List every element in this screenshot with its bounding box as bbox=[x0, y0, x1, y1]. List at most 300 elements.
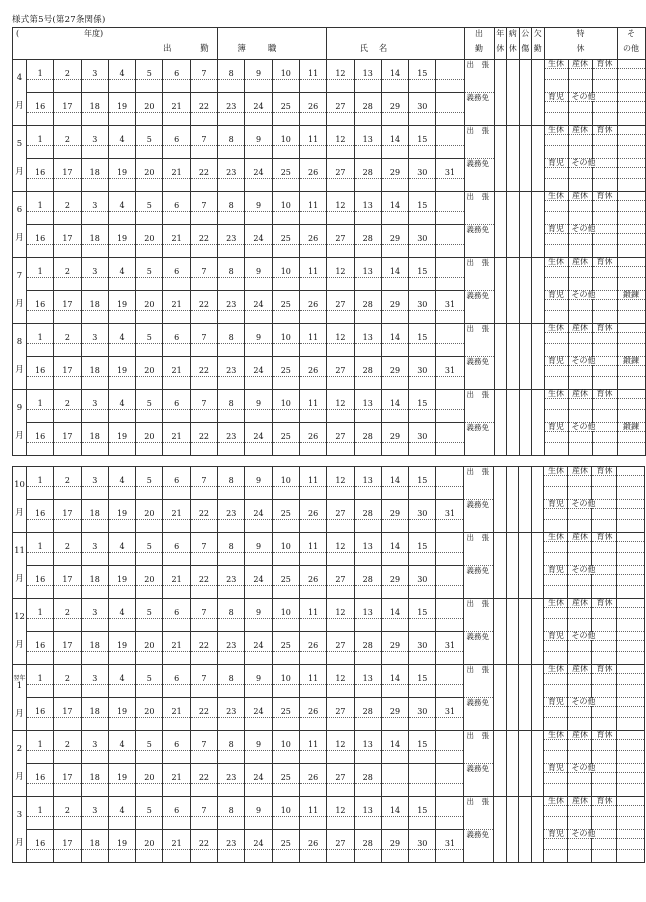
day-entry bbox=[327, 377, 354, 390]
month-kanji: 月 bbox=[15, 100, 24, 111]
leave-count-cell bbox=[494, 467, 507, 533]
day-number: 31 bbox=[436, 366, 464, 377]
day-cell bbox=[409, 467, 436, 476]
day-entry bbox=[54, 311, 81, 324]
leave-count-cell bbox=[507, 60, 520, 126]
day-entry bbox=[54, 520, 81, 533]
special-leave-entry bbox=[544, 839, 568, 850]
day-number: 5 bbox=[136, 542, 163, 553]
leave-count-cell bbox=[506, 599, 519, 665]
day-entry bbox=[108, 245, 135, 258]
day-cell bbox=[136, 698, 163, 707]
day-number: 19 bbox=[108, 509, 135, 520]
day-cell bbox=[54, 258, 81, 267]
day-entry bbox=[327, 212, 354, 225]
bereavement-label: 鍛錬 bbox=[617, 291, 645, 300]
day-number: 5 bbox=[136, 267, 163, 278]
special-leave-entry bbox=[544, 377, 568, 390]
business-trip-label: 出 張 bbox=[464, 60, 494, 69]
duty-entry bbox=[464, 443, 494, 456]
day-cell bbox=[327, 192, 354, 201]
day-entry bbox=[409, 377, 436, 390]
header-trip-bottom: 勤 bbox=[464, 40, 494, 60]
day-entry bbox=[436, 487, 464, 500]
day-entry bbox=[218, 850, 245, 863]
day-cell bbox=[436, 500, 464, 509]
day-number: 5 bbox=[136, 674, 163, 685]
day-number: 7 bbox=[190, 135, 217, 146]
day-entry bbox=[436, 410, 464, 423]
special-leave-entry bbox=[568, 245, 592, 258]
leave-count-cell bbox=[494, 665, 507, 731]
day-cell bbox=[27, 632, 54, 641]
day-cell bbox=[81, 698, 108, 707]
day-cell bbox=[245, 764, 272, 773]
day-cell bbox=[136, 797, 163, 806]
day-entry bbox=[299, 520, 326, 533]
day-number: 11 bbox=[299, 135, 326, 146]
day-cell bbox=[245, 797, 272, 806]
header-absence-bottom: 勤 bbox=[532, 40, 545, 60]
leave-count-cell bbox=[494, 599, 507, 665]
day-entry bbox=[245, 850, 272, 863]
day-number: 2 bbox=[54, 267, 81, 278]
special-leave-label: 生休 bbox=[544, 599, 568, 608]
day-cell bbox=[245, 93, 272, 102]
day-cell bbox=[327, 632, 354, 641]
other-entry bbox=[617, 784, 645, 797]
day-cell bbox=[327, 533, 354, 542]
other-entry bbox=[617, 146, 645, 159]
day-cell bbox=[436, 159, 464, 168]
day-entry bbox=[381, 520, 408, 533]
day-entry bbox=[218, 311, 245, 324]
day-entry bbox=[327, 784, 354, 797]
day-cell bbox=[436, 60, 464, 69]
day-entry bbox=[381, 113, 408, 126]
special-leave-entry bbox=[568, 201, 592, 212]
special-leave-entry bbox=[544, 806, 568, 817]
day-entry bbox=[136, 377, 163, 390]
day-cell bbox=[272, 599, 299, 608]
day-entry bbox=[245, 520, 272, 533]
day-cell bbox=[354, 225, 381, 234]
duty-entry bbox=[464, 366, 494, 377]
day-entry bbox=[190, 718, 217, 731]
leave-count-cell bbox=[519, 797, 532, 863]
other-entry bbox=[617, 212, 645, 225]
day-cell bbox=[108, 159, 135, 168]
business-trip-label: 出 張 bbox=[464, 258, 494, 267]
day-cell bbox=[272, 830, 299, 839]
day-cell bbox=[299, 390, 326, 399]
day-number: 18 bbox=[81, 707, 108, 718]
day-cell bbox=[108, 192, 135, 201]
other-entry bbox=[617, 113, 645, 126]
day-entry bbox=[136, 311, 163, 324]
trip-entry bbox=[464, 685, 494, 698]
day-cell bbox=[354, 632, 381, 641]
day-cell bbox=[218, 324, 245, 333]
day-number: 30 bbox=[409, 102, 436, 113]
day-number: 26 bbox=[299, 234, 326, 245]
day-cell bbox=[218, 192, 245, 201]
day-cell bbox=[381, 773, 408, 784]
day-number: 26 bbox=[299, 102, 326, 113]
day-number: 27 bbox=[327, 575, 354, 586]
day-cell bbox=[245, 698, 272, 707]
day-cell bbox=[27, 93, 54, 102]
special-leave-label: 生休 bbox=[544, 258, 568, 267]
day-entry bbox=[54, 146, 81, 159]
day-entry bbox=[327, 586, 354, 599]
day-cell bbox=[163, 324, 190, 333]
day-number: 29 bbox=[381, 234, 408, 245]
special-leave-label: 生休 bbox=[544, 797, 568, 806]
leave-count-cell bbox=[494, 192, 507, 258]
day-entry bbox=[136, 718, 163, 731]
leave-count-cell bbox=[494, 533, 507, 599]
year-label: 年度) bbox=[83, 28, 104, 38]
header-other-top: そ bbox=[617, 28, 645, 40]
day-cell bbox=[218, 764, 245, 773]
day-number: 20 bbox=[136, 641, 163, 652]
special-leave-label: その他 bbox=[568, 357, 617, 366]
day-entry bbox=[27, 311, 54, 324]
day-entry bbox=[81, 377, 108, 390]
day-cell bbox=[245, 60, 272, 69]
day-number: 12 bbox=[327, 399, 354, 410]
day-cell bbox=[27, 467, 54, 476]
other-cell bbox=[617, 731, 645, 740]
day-cell bbox=[81, 390, 108, 399]
day-cell bbox=[163, 599, 190, 608]
day-number: 6 bbox=[163, 135, 190, 146]
day-number: 13 bbox=[354, 806, 381, 817]
header-special-top: 特 bbox=[544, 28, 617, 40]
day-entry bbox=[245, 784, 272, 797]
day-entry bbox=[218, 487, 245, 500]
day-entry bbox=[163, 652, 190, 665]
day-cell bbox=[354, 390, 381, 399]
day-entry bbox=[81, 784, 108, 797]
day-number: 8 bbox=[218, 399, 245, 410]
day-cell bbox=[218, 797, 245, 806]
name-label-cell bbox=[327, 40, 464, 60]
day-entry bbox=[218, 751, 245, 764]
day-number: 7 bbox=[190, 476, 217, 487]
day-entry bbox=[136, 817, 163, 830]
special-leave-entry bbox=[592, 146, 617, 159]
day-number: 1 bbox=[27, 476, 54, 487]
special-leave-entry bbox=[568, 487, 592, 500]
special-leave-entry bbox=[568, 476, 592, 487]
day-number: 20 bbox=[136, 839, 163, 850]
day-cell bbox=[299, 533, 326, 542]
day-entry bbox=[81, 553, 108, 566]
day-entry bbox=[190, 817, 217, 830]
day-cell bbox=[299, 500, 326, 509]
trip-entry bbox=[464, 399, 494, 410]
day-entry bbox=[108, 410, 135, 423]
day-entry bbox=[327, 113, 354, 126]
month-cell bbox=[13, 192, 27, 258]
duty-entry bbox=[464, 773, 494, 784]
day-number: 8 bbox=[218, 806, 245, 817]
header-absence-top: 欠 bbox=[532, 28, 545, 40]
business-trip-label: 出 張 bbox=[464, 126, 494, 135]
day-number: 3 bbox=[81, 69, 108, 80]
other-entry bbox=[617, 740, 645, 751]
day-cell bbox=[436, 731, 464, 740]
day-entry bbox=[299, 212, 326, 225]
day-entry bbox=[136, 619, 163, 632]
paren-open: ( bbox=[16, 28, 20, 38]
day-number: 13 bbox=[354, 135, 381, 146]
day-number: 9 bbox=[245, 674, 272, 685]
day-cell bbox=[163, 357, 190, 366]
day-cell bbox=[81, 632, 108, 641]
day-cell bbox=[190, 192, 217, 201]
day-entry bbox=[381, 718, 408, 731]
day-number: 29 bbox=[381, 839, 408, 850]
special-leave-label: その他 bbox=[568, 225, 617, 234]
day-cell bbox=[218, 731, 245, 740]
leave-count-cell bbox=[494, 390, 507, 456]
day-entry bbox=[218, 553, 245, 566]
day-entry bbox=[327, 410, 354, 423]
special-leave-label: 育休 bbox=[592, 258, 617, 267]
other-entry bbox=[617, 542, 645, 553]
day-number: 24 bbox=[245, 102, 272, 113]
special-leave-entry bbox=[568, 509, 592, 520]
special-leave-entry bbox=[592, 278, 617, 291]
day-entry bbox=[245, 113, 272, 126]
day-number: 6 bbox=[163, 542, 190, 553]
day-entry bbox=[245, 377, 272, 390]
day-number: 23 bbox=[218, 102, 245, 113]
day-cell bbox=[409, 599, 436, 608]
day-entry bbox=[354, 344, 381, 357]
day-cell bbox=[245, 159, 272, 168]
day-number: 21 bbox=[163, 839, 190, 850]
special-leave-entry bbox=[544, 751, 568, 764]
day-entry bbox=[245, 751, 272, 764]
special-leave-entry bbox=[592, 212, 617, 225]
day-cell bbox=[327, 291, 354, 300]
day-entry bbox=[381, 553, 408, 566]
day-cell bbox=[190, 93, 217, 102]
day-cell bbox=[436, 423, 464, 432]
day-entry bbox=[190, 553, 217, 566]
day-number: 8 bbox=[218, 201, 245, 212]
day-entry bbox=[163, 685, 190, 698]
day-number: 9 bbox=[245, 542, 272, 553]
day-entry bbox=[190, 652, 217, 665]
special-leave-label: 産休 bbox=[568, 390, 592, 399]
day-entry bbox=[27, 685, 54, 698]
attendance-book-title: 出 勤 簿 bbox=[163, 44, 259, 54]
trip-entry bbox=[464, 487, 494, 500]
business-trip-label: 出 張 bbox=[464, 797, 494, 806]
day-entry bbox=[54, 377, 81, 390]
day-entry bbox=[163, 817, 190, 830]
day-entry bbox=[218, 344, 245, 357]
day-cell bbox=[409, 773, 436, 784]
day-number: 1 bbox=[27, 333, 54, 344]
day-entry bbox=[54, 344, 81, 357]
day-number: 20 bbox=[136, 366, 163, 377]
month-number: 1 bbox=[16, 681, 23, 692]
special-leave-entry bbox=[544, 69, 568, 80]
month-number: 3 bbox=[16, 809, 23, 820]
other-entry bbox=[617, 245, 645, 258]
day-entry bbox=[299, 817, 326, 830]
special-leave-entry bbox=[568, 839, 592, 850]
day-cell bbox=[136, 423, 163, 432]
day-number: 21 bbox=[163, 366, 190, 377]
day-number: 24 bbox=[245, 168, 272, 179]
day-cell bbox=[299, 830, 326, 839]
day-entry bbox=[245, 685, 272, 698]
day-cell bbox=[327, 390, 354, 399]
special-leave-label: 産休 bbox=[568, 192, 592, 201]
day-number: 3 bbox=[81, 135, 108, 146]
month-cell bbox=[13, 60, 27, 126]
day-number: 16 bbox=[27, 366, 54, 377]
day-entry bbox=[190, 586, 217, 599]
special-leave-entry bbox=[568, 80, 592, 93]
day-cell bbox=[218, 126, 245, 135]
day-entry bbox=[108, 520, 135, 533]
special-leave-entry bbox=[592, 377, 617, 390]
duty-exemption-label: 義務免 bbox=[464, 566, 494, 575]
day-number: 30 bbox=[409, 366, 436, 377]
day-cell bbox=[327, 665, 354, 674]
day-number: 31 bbox=[436, 300, 464, 311]
day-entry bbox=[190, 278, 217, 291]
day-cell bbox=[245, 599, 272, 608]
special-leave-label: 育児 bbox=[544, 764, 568, 773]
day-entry bbox=[190, 619, 217, 632]
day-cell bbox=[381, 797, 408, 806]
day-entry bbox=[299, 652, 326, 665]
month-number: 6 bbox=[16, 204, 23, 215]
day-cell bbox=[436, 225, 464, 234]
day-number: 2 bbox=[54, 333, 81, 344]
special-leave-entry bbox=[592, 740, 617, 751]
special-leave-entry bbox=[568, 520, 592, 533]
day-number: 28 bbox=[354, 707, 381, 718]
day-entry bbox=[354, 487, 381, 500]
other-entry bbox=[617, 93, 645, 102]
day-number: 11 bbox=[299, 267, 326, 278]
day-entry bbox=[245, 652, 272, 665]
day-cell bbox=[409, 533, 436, 542]
day-number: 29 bbox=[381, 641, 408, 652]
day-number: 29 bbox=[381, 102, 408, 113]
day-entry bbox=[108, 586, 135, 599]
special-leave-entry bbox=[544, 575, 568, 586]
special-leave-entry bbox=[592, 113, 617, 126]
day-cell bbox=[81, 764, 108, 773]
other-entry bbox=[617, 806, 645, 817]
special-leave-entry bbox=[544, 608, 568, 619]
special-leave-entry bbox=[544, 146, 568, 159]
day-entry bbox=[27, 850, 54, 863]
day-entry bbox=[54, 817, 81, 830]
day-entry bbox=[327, 553, 354, 566]
day-number: 22 bbox=[190, 575, 217, 586]
day-cell bbox=[27, 698, 54, 707]
day-cell bbox=[327, 599, 354, 608]
day-number: 18 bbox=[81, 366, 108, 377]
day-entry bbox=[381, 652, 408, 665]
day-entry bbox=[108, 179, 135, 192]
special-leave-entry bbox=[592, 509, 617, 520]
day-cell bbox=[272, 390, 299, 399]
leave-count-cell bbox=[519, 467, 532, 533]
leave-count-cell bbox=[494, 731, 507, 797]
day-cell bbox=[436, 357, 464, 366]
day-number: 27 bbox=[327, 102, 354, 113]
day-entry bbox=[381, 487, 408, 500]
special-leave-entry bbox=[544, 135, 568, 146]
day-cell bbox=[245, 192, 272, 201]
day-entry bbox=[272, 751, 299, 764]
special-leave-label: 育児 bbox=[544, 357, 568, 366]
day-entry bbox=[436, 553, 464, 566]
special-leave-entry bbox=[592, 311, 617, 324]
special-leave-label: 育休 bbox=[592, 467, 617, 476]
business-trip-label: 出 張 bbox=[464, 192, 494, 201]
day-cell bbox=[54, 357, 81, 366]
special-leave-label: 育児 bbox=[544, 93, 568, 102]
day-cell bbox=[108, 324, 135, 333]
day-number: 6 bbox=[163, 201, 190, 212]
day-cell bbox=[27, 764, 54, 773]
special-leave-entry bbox=[592, 553, 617, 566]
other-entry bbox=[617, 135, 645, 146]
leave-count-cell bbox=[531, 533, 544, 599]
day-entry bbox=[354, 179, 381, 192]
trip-entry bbox=[464, 267, 494, 278]
special-leave-entry bbox=[592, 399, 617, 410]
day-cell bbox=[190, 698, 217, 707]
day-cell bbox=[54, 126, 81, 135]
day-cell bbox=[272, 797, 299, 806]
day-number: 22 bbox=[190, 839, 217, 850]
day-number: 19 bbox=[108, 300, 135, 311]
special-leave-entry bbox=[544, 652, 568, 665]
day-number: 10 bbox=[272, 399, 299, 410]
day-number: 4 bbox=[108, 267, 135, 278]
day-cell bbox=[136, 93, 163, 102]
day-cell bbox=[436, 698, 464, 707]
day-cell bbox=[27, 192, 54, 201]
day-number: 15 bbox=[409, 201, 436, 212]
day-number: 21 bbox=[163, 168, 190, 179]
day-cell bbox=[54, 632, 81, 641]
day-cell bbox=[136, 830, 163, 839]
day-cell bbox=[218, 566, 245, 575]
day-number: 17 bbox=[54, 300, 81, 311]
day-entry bbox=[190, 850, 217, 863]
other-entry bbox=[617, 300, 645, 311]
special-leave-entry bbox=[568, 432, 592, 443]
month-cell bbox=[13, 533, 27, 599]
day-entry bbox=[27, 784, 54, 797]
